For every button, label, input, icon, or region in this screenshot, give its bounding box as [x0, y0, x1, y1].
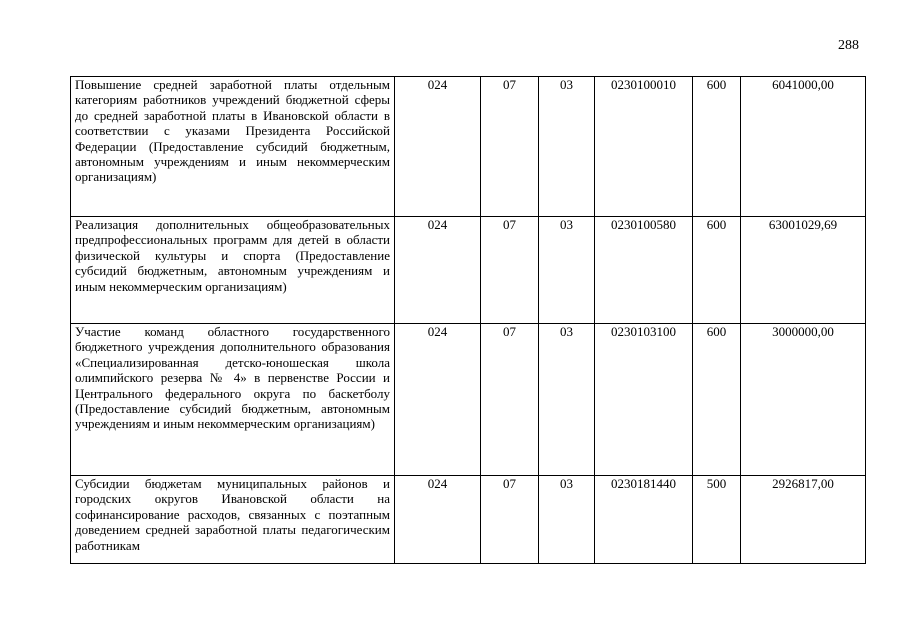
- target-article-code: 0230100010: [595, 77, 693, 217]
- table-row: [71, 77, 866, 217]
- expense-description: Участие команд областного государственного бюджетного учреждения дополнительного образования «Специализированная детско-юношеская школа олимпийского резерва № 4» в первенстве России и Центрального федерального округа по баскетболу (Предоставление субсидий бюджетным, автономным учреждениям и иным некоммерческим организациям): [71, 324, 395, 476]
- table-row: [71, 324, 866, 476]
- section-code: 07: [481, 77, 539, 217]
- target-article-code: 0230181440: [595, 476, 693, 564]
- subsection-code: 03: [539, 324, 595, 476]
- subsection-code: 03: [539, 77, 595, 217]
- ministry-code: 024: [395, 476, 481, 564]
- table-row: [71, 476, 866, 564]
- budget-table: [70, 76, 866, 564]
- amount-value: 3000000,00: [741, 324, 866, 476]
- ministry-code: 024: [395, 77, 481, 217]
- table-row: [71, 217, 866, 324]
- expense-type-code: 600: [693, 324, 741, 476]
- subsection-code: 03: [539, 476, 595, 564]
- expense-description: Субсидии бюджетам муниципальных районов и городских округов Ивановской области на софинансирование расходов, связанных с поэтапным доведением средней заработной платы педагогическим работникам: [71, 476, 395, 564]
- section-code: 07: [481, 324, 539, 476]
- expense-description: Повышение средней заработной платы отдельным категориям работников учреждений бюджетной сферы до средней заработной платы в Ивановской области в соответствии с указами Президента Российской Федерации (Предоставление субсидий бюджетным, автономным учреждениям и иным некоммерческим организациям): [71, 77, 395, 217]
- expense-type-code: 600: [693, 217, 741, 324]
- subsection-code: 03: [539, 217, 595, 324]
- section-code: 07: [481, 217, 539, 324]
- amount-value: 63001029,69: [741, 217, 866, 324]
- ministry-code: 024: [395, 324, 481, 476]
- target-article-code: 0230103100: [595, 324, 693, 476]
- expense-description: Реализация дополнительных общеобразовательных предпрофессиональных программ для детей в области физической культуры и спорта (Предоставление субсидий бюджетным, автономным учреждениям и иным некоммерческим организациям): [71, 217, 395, 324]
- expense-type-code: 500: [693, 476, 741, 564]
- expense-type-code: 600: [693, 77, 741, 217]
- amount-value: 6041000,00: [741, 77, 866, 217]
- ministry-code: 024: [395, 217, 481, 324]
- page-number: 288: [838, 38, 859, 53]
- section-code: 07: [481, 476, 539, 564]
- amount-value: 2926817,00: [741, 476, 866, 564]
- target-article-code: 0230100580: [595, 217, 693, 324]
